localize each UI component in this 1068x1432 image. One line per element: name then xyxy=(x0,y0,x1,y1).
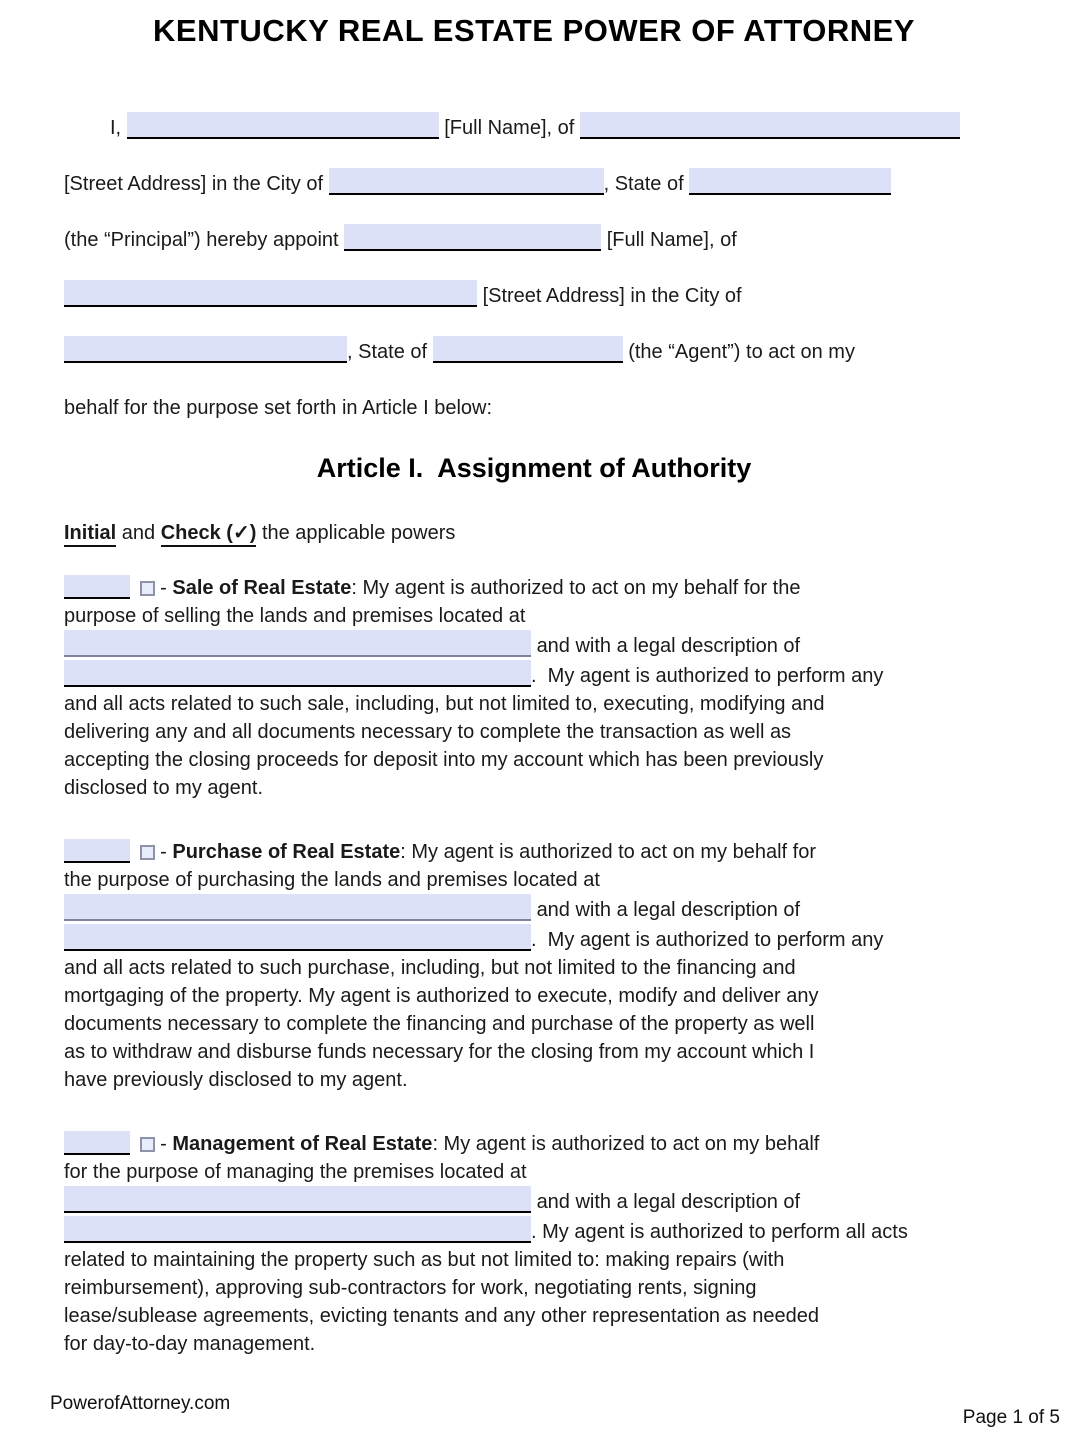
power-text: : My agent is authorized to act on my behalf for xyxy=(400,841,817,863)
power-text: lease/sublease agreements, evicting tenants and any other representation as needed xyxy=(64,1305,819,1327)
management-legal-description-field[interactable] xyxy=(64,1216,531,1243)
power-title: Management of Real Estate xyxy=(172,1133,433,1155)
sale-property-address-field[interactable] xyxy=(64,630,531,657)
agent-street-address-field[interactable] xyxy=(64,280,477,307)
power-text: . My agent is authorized to perform any xyxy=(531,929,884,951)
text-line xyxy=(64,1038,1004,1066)
intro-line-1 xyxy=(64,100,1004,156)
power-text: and with a legal description of xyxy=(536,899,801,921)
check-label: Check (✓) xyxy=(161,522,257,547)
dash-separator: - xyxy=(160,577,167,599)
power-text: accepting the closing proceeds for deposit into my account which has been previously xyxy=(64,749,824,771)
text-line xyxy=(64,894,1004,924)
intro-text: (the “Principal”) hereby appoint xyxy=(64,229,339,251)
power-text: : My agent is authorized to act on my behalf for the xyxy=(351,577,801,599)
document-body xyxy=(0,100,1068,1358)
text-line xyxy=(64,1246,1004,1274)
text-line xyxy=(64,1186,1004,1216)
instruction-text: and xyxy=(116,522,161,544)
power-text: . My agent is authorized to perform all acts xyxy=(531,1221,908,1243)
intro-line-5 xyxy=(64,324,1004,380)
text-line xyxy=(64,630,1004,660)
management-property-address-field[interactable] xyxy=(64,1186,531,1213)
principal-name-field[interactable] xyxy=(127,112,439,139)
text-line xyxy=(64,602,1004,630)
principal-city-field[interactable] xyxy=(329,168,604,195)
power-text: and with a legal description of xyxy=(536,635,801,657)
sale-initials-field[interactable] xyxy=(64,575,130,599)
purchase-initials-field[interactable] xyxy=(64,839,130,863)
text-line xyxy=(64,1302,1004,1330)
power-text: purpose of selling the lands and premises located at xyxy=(64,605,526,627)
text-line xyxy=(64,1010,1004,1038)
power-text: and all acts related to such sale, including, but not limited to, executing, modifying and xyxy=(64,693,825,715)
agent-name-field[interactable] xyxy=(344,224,601,251)
power-text: . My agent is authorized to perform any xyxy=(531,665,884,687)
intro-text: [Street Address] in the City of xyxy=(64,173,324,195)
intro-text: (the “Agent”) to act on my xyxy=(628,341,855,363)
agent-state-field[interactable] xyxy=(433,336,623,363)
power-text: mortgaging of the property. My agent is authorized to execute, modify and deliver any xyxy=(64,985,819,1007)
purchase-property-address-field[interactable] xyxy=(64,894,531,921)
power-text: related to maintaining the property such as but not limited to: making repairs (with xyxy=(64,1249,785,1271)
article-1-heading: Article I. Assignment of Authority xyxy=(316,453,752,483)
intro-line-6 xyxy=(64,380,1004,436)
principal-street-address-field[interactable] xyxy=(580,112,960,139)
text-line xyxy=(64,718,1004,746)
power-title: Sale of Real Estate xyxy=(172,577,352,599)
purchase-checkbox[interactable] xyxy=(140,845,155,860)
power-text: and with a legal description of xyxy=(536,1191,801,1213)
intro-line-2 xyxy=(64,156,1004,212)
power-text: as to withdraw and disburse funds necessary for the closing from my account which I xyxy=(64,1041,815,1063)
initial-label: Initial xyxy=(64,522,116,547)
intro-text: I, xyxy=(110,117,122,139)
sale-checkbox[interactable] xyxy=(140,581,155,596)
footer-page-number: Page 1 of 5 xyxy=(962,1407,1060,1428)
power-text: : My agent is authorized to act on my behalf xyxy=(432,1133,820,1155)
text-line xyxy=(64,1066,1004,1094)
management-initials-field[interactable] xyxy=(64,1131,130,1155)
text-line xyxy=(64,1330,1004,1358)
intro-line-4 xyxy=(64,268,1004,324)
power-heading-line xyxy=(64,1130,1004,1158)
principal-state-field[interactable] xyxy=(689,168,891,195)
purchase-legal-description-field[interactable] xyxy=(64,924,531,951)
text-line xyxy=(64,866,1004,894)
power-heading-line xyxy=(64,574,1004,602)
text-line xyxy=(64,746,1004,774)
text-line xyxy=(64,774,1004,802)
management-checkbox[interactable] xyxy=(140,1137,155,1152)
power-text: for the purpose of managing the premises located at xyxy=(64,1161,527,1183)
intro-text: [Full Name], of xyxy=(606,229,737,251)
power-text: disclosed to my agent. xyxy=(64,777,263,799)
intro-text: [Street Address] in the City of xyxy=(482,285,742,307)
text-line xyxy=(64,690,1004,718)
text-line xyxy=(64,954,1004,982)
footer-website: PowerofAttorney.com xyxy=(50,1393,231,1414)
power-text: and all acts related to such purchase, including, but not limited to the financing and xyxy=(64,957,796,979)
text-line xyxy=(64,982,1004,1010)
text-line xyxy=(64,924,1004,954)
agent-city-field[interactable] xyxy=(64,336,347,363)
intro-section xyxy=(64,100,1004,436)
intro-line-3 xyxy=(64,212,1004,268)
instruction-text: the applicable powers xyxy=(256,522,456,544)
power-text: the purpose of purchasing the lands and premises located at xyxy=(64,869,600,891)
power-text: documents necessary to complete the financing and purchase of the property as well xyxy=(64,1013,815,1035)
power-text: reimbursement), approving sub-contractors for work, negotiating rents, signing xyxy=(64,1277,757,1299)
power-text: for day-to-day management. xyxy=(64,1333,316,1355)
sale-legal-description-field[interactable] xyxy=(64,660,531,687)
power-text: delivering any and all documents necessary to complete the transaction as well as xyxy=(64,721,792,743)
power-heading-line xyxy=(64,838,1004,866)
power-management-paragraph xyxy=(64,1130,1004,1358)
intro-text: [Full Name], of xyxy=(444,117,575,139)
power-sale-paragraph xyxy=(64,574,1004,802)
power-text: have previously disclosed to my agent. xyxy=(64,1069,408,1091)
intro-text: , State of xyxy=(347,341,428,363)
text-line xyxy=(64,1274,1004,1302)
instruction-line xyxy=(64,518,1004,548)
text-line xyxy=(64,660,1004,690)
document-title: KENTUCKY REAL ESTATE POWER OF ATTORNEY xyxy=(153,13,915,48)
power-title: Purchase of Real Estate xyxy=(172,841,401,863)
text-line xyxy=(64,1158,1004,1186)
intro-text: behalf for the purpose set forth in Article I below: xyxy=(64,397,493,419)
dash-separator: - xyxy=(160,1133,167,1155)
text-line xyxy=(64,1216,1004,1246)
dash-separator: - xyxy=(160,841,167,863)
intro-text: , State of xyxy=(603,173,684,195)
power-purchase-paragraph xyxy=(64,838,1004,1094)
